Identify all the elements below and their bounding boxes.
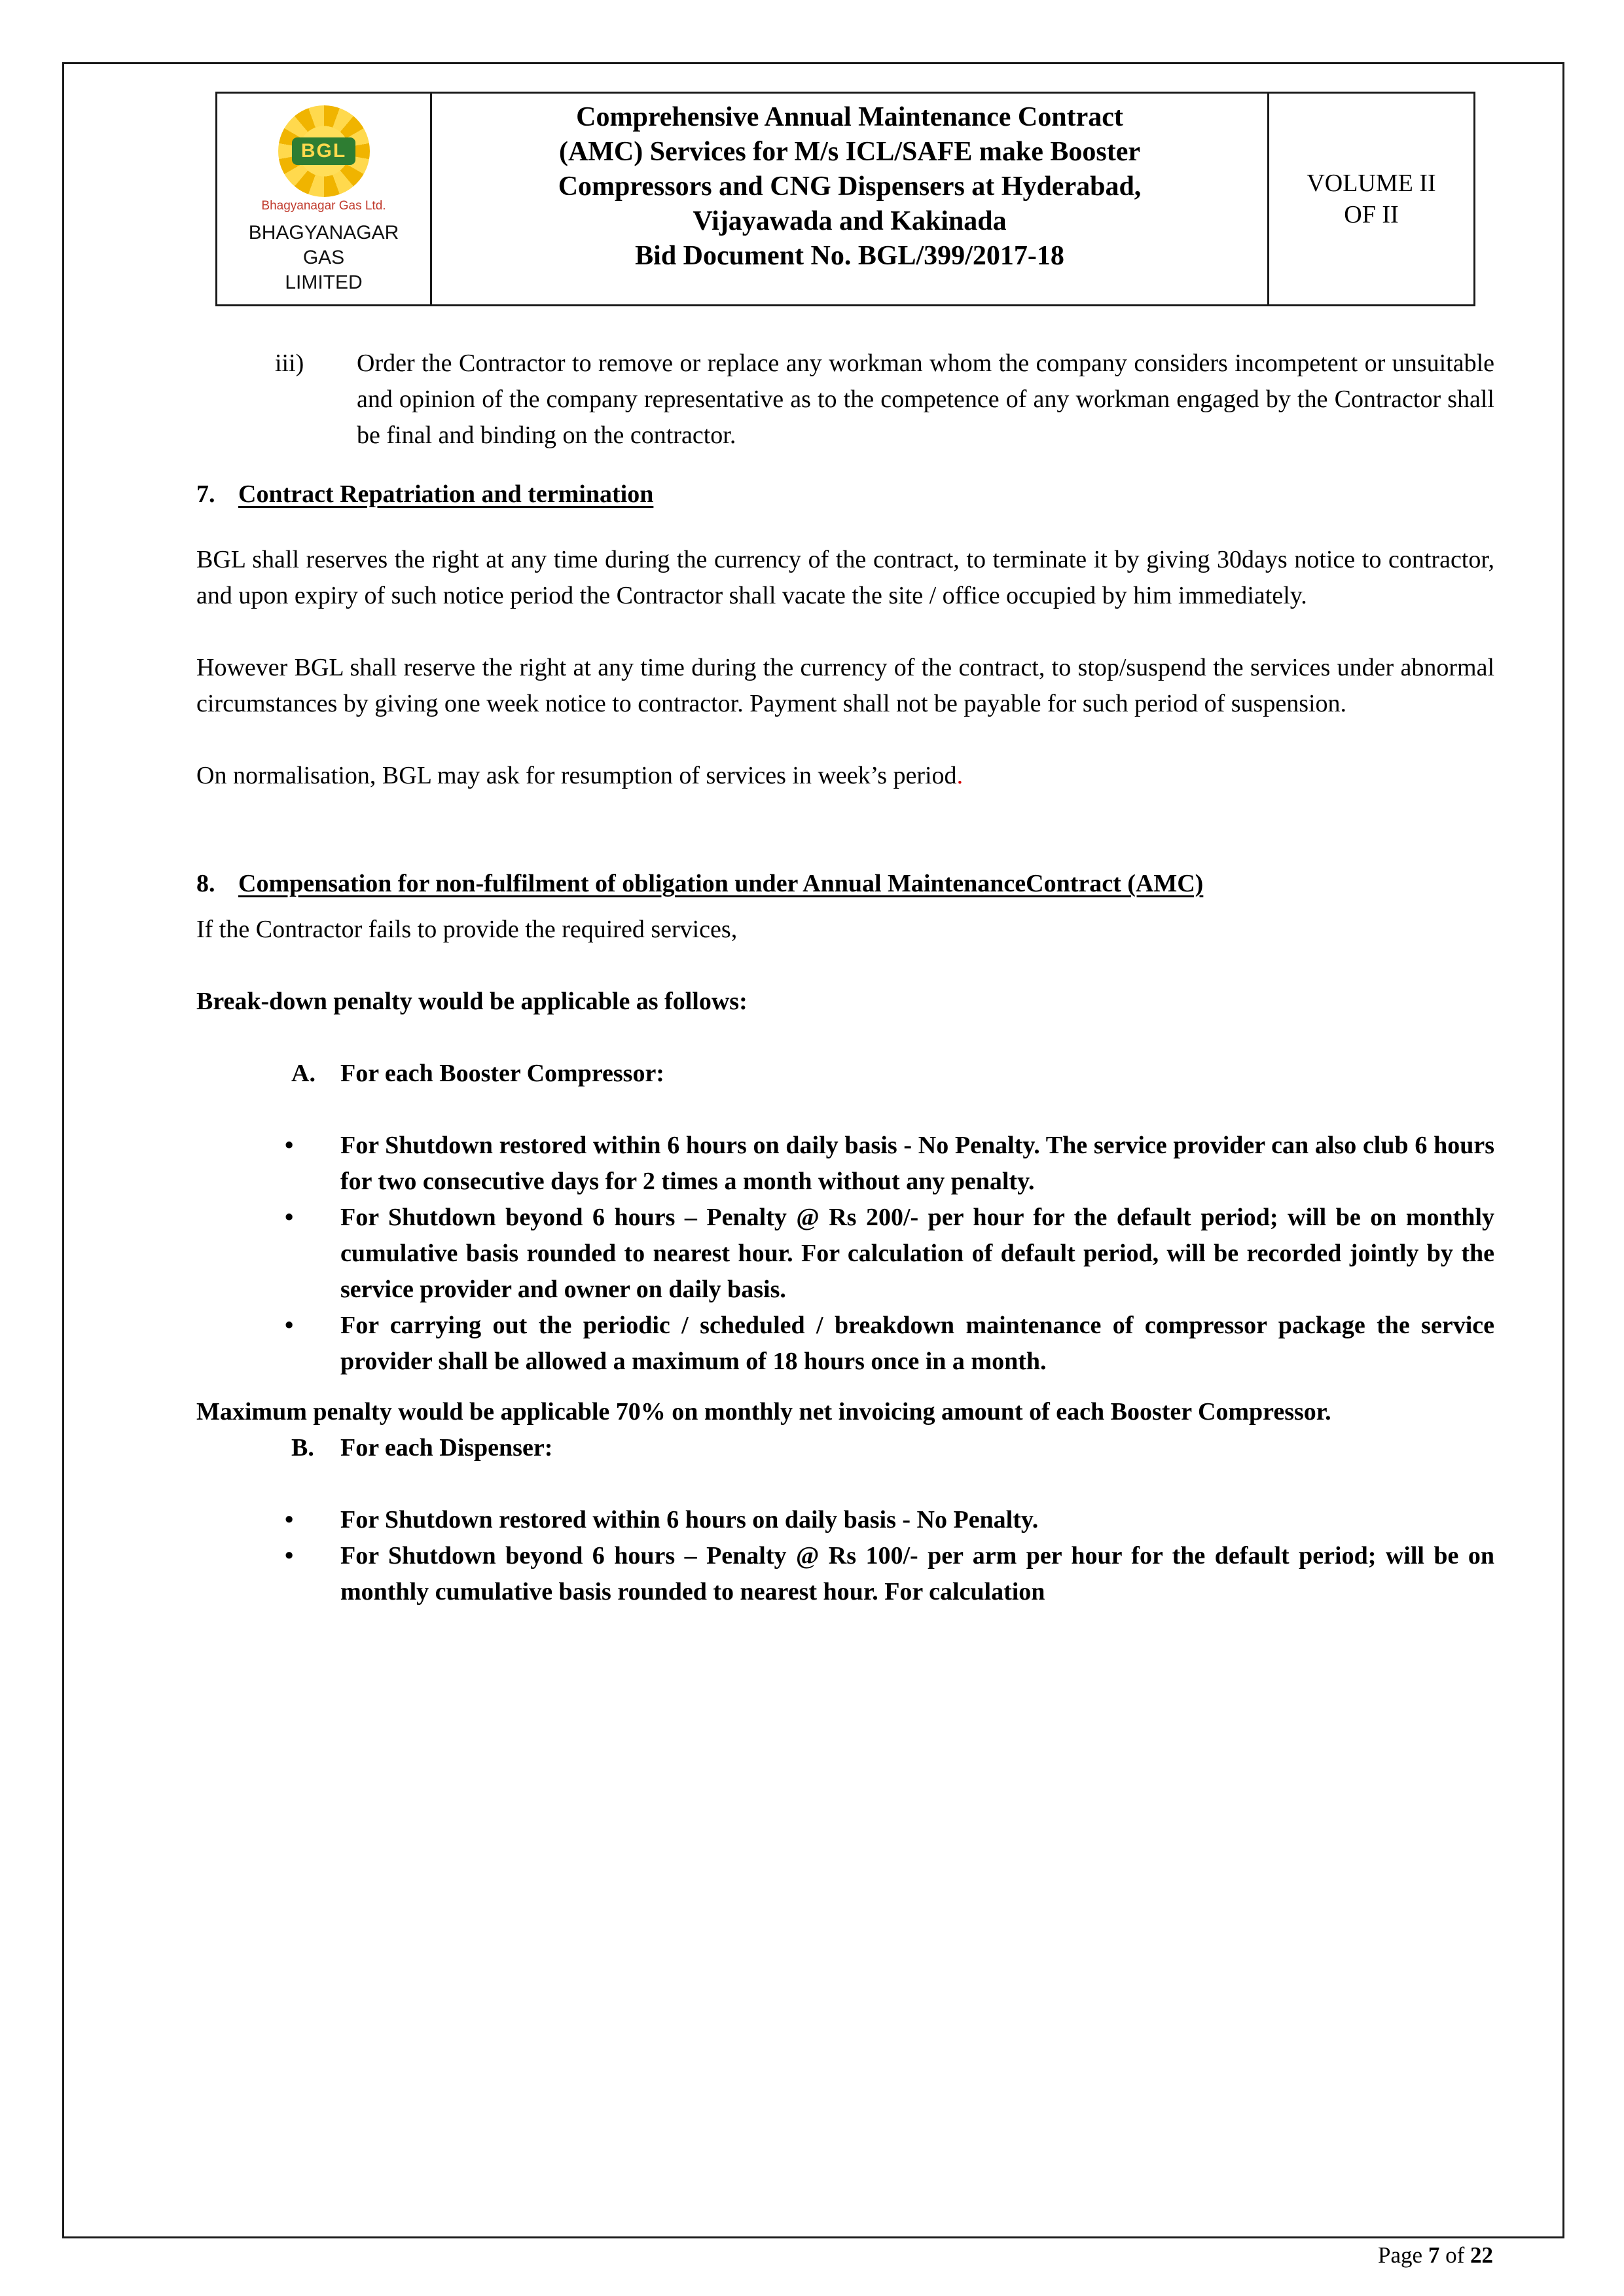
section7-paragraph3-red-period: . (956, 762, 964, 789)
header-logo-cell (217, 94, 432, 304)
bullet-icon: • (285, 1312, 294, 1339)
bullet-icon: • (285, 1542, 294, 1570)
list-a-title: For each Booster Compressor: (340, 1060, 664, 1087)
section7-paragraph3-text: On normalisation, BGL may ask for resumption of services in week’s period (196, 762, 957, 789)
list-item (196, 1538, 1494, 1610)
list-b-label (196, 1430, 1494, 1466)
doc-title-line: Compressors and CNG Dispensers at Hyderabad, (558, 171, 1142, 202)
list-b-bullets (196, 1502, 1494, 1610)
company-name-line2: LIMITED (285, 272, 363, 293)
section8-intro: If the Contractor fails to provide the required services, (196, 916, 738, 943)
header-table (215, 92, 1475, 306)
bullet-icon: • (285, 1506, 294, 1534)
list-item-text: For carrying out the periodic / scheduled / breakdown maintenance of compressor package the service provider shall be allowed a maximum of 18 hours once in a month. (340, 1312, 1494, 1375)
maximum-penalty-note: Maximum penalty would be applicable 70% on monthly net invoicing amount of each Booster Compressor. (196, 1398, 1331, 1426)
section8-heading (196, 866, 1494, 902)
list-item (196, 1502, 1494, 1538)
header-volume-cell (1269, 94, 1473, 304)
list-item-text: For Shutdown restored within 6 hours on daily basis - No Penalty. The service provider can also club 6 hours for two consecutive days for 2 times a month without any penalty. (340, 1132, 1494, 1195)
doc-title-line: (AMC) Services for M/s ICL/SAFE make Booster (558, 137, 1141, 167)
list-item (196, 1200, 1494, 1308)
logo-company-small: Bhagyanagar Gas Ltd. (261, 199, 386, 213)
section7-heading (196, 476, 1494, 512)
header-title-cell (432, 94, 1269, 304)
section7-paragraph3 (196, 758, 1494, 794)
company-name-line1: BHAGYANAGAR GAS (248, 222, 399, 268)
list-item-text: For Shutdown beyond 6 hours – Penalty @ Rs 200/- per hour for the default period; will be on monthly cumulative basis rounded to nearest hour. For calculation of default period, will be recorded jointly by the service provider and owner on daily basis. (340, 1204, 1494, 1303)
footer-page-prefix: Page (1378, 2242, 1428, 2268)
bgl-monogram: BGL (292, 137, 355, 165)
list-a-marker: A. (291, 1060, 316, 1087)
doc-title-line: Comprehensive Annual Maintenance Contract (576, 102, 1123, 132)
list-item (196, 1308, 1494, 1380)
list-item-text: For Shutdown restored within 6 hours on daily basis - No Penalty. (340, 1506, 1039, 1534)
doc-title-line: Vijayawada and Kakinada (693, 206, 1007, 236)
list-item-text: For Shutdown beyond 6 hours – Penalty @ Rs 100/- per arm per hour for the default period; will be on monthly cumulative basis rounded to nearest hour. For calculation (340, 1542, 1494, 1605)
bid-document-number: Bid Document No. BGL/399/2017-18 (635, 241, 1064, 271)
page-content (196, 92, 1494, 1624)
footer-page-number: 7 (1428, 2242, 1440, 2268)
company-name (228, 221, 420, 295)
section8-number: 8. (196, 870, 215, 897)
section7-number: 7. (196, 480, 215, 508)
bgl-logo-icon (278, 105, 370, 197)
list-item (196, 1128, 1494, 1200)
section7-paragraph1: BGL shall reserves the right at any time during the currency of the contract, to terminate it by giving 30days notice to contractor, and upon expiry of such notice period the Contractor shall vacate the site / office occupied by him immediately. (196, 546, 1494, 609)
page-footer (1378, 2242, 1493, 2269)
clause-iii (196, 346, 1494, 454)
bullet-icon: • (285, 1132, 294, 1159)
list-a-bullets (196, 1128, 1494, 1380)
volume-line1: VOLUME II (1307, 170, 1436, 197)
list-b-title: For each Dispenser: (340, 1434, 553, 1462)
clause-iii-marker: iii) (275, 350, 304, 377)
section8-title: Compensation for non-fulfilment of obligation under Annual MaintenanceContract (AMC) (238, 870, 1204, 897)
footer-of: of (1439, 2242, 1470, 2268)
section7-paragraph2: However BGL shall reserve the right at any time during the currency of the contract, to stop/suspend the services under abnormal circumstances by giving one week notice to contractor. Payment shall not be payable for such period of suspension. (196, 654, 1494, 717)
bullet-icon: • (285, 1204, 294, 1231)
breakdown-penalty-heading: Break-down penalty would be applicable as follows: (196, 988, 748, 1015)
list-b-marker: B. (291, 1434, 314, 1462)
volume-line2: OF II (1344, 201, 1399, 228)
list-a-label (196, 1056, 1494, 1092)
footer-total-pages: 22 (1470, 2242, 1493, 2268)
section7-title: Contract Repatriation and termination (238, 480, 654, 508)
clause-iii-text: Order the Contractor to remove or replace any workman whom the company considers incompetent or unsuitable and opinion of the company representative as to the competence of any workman engaged by the Contractor shall be final and binding on the contractor. (357, 350, 1494, 449)
